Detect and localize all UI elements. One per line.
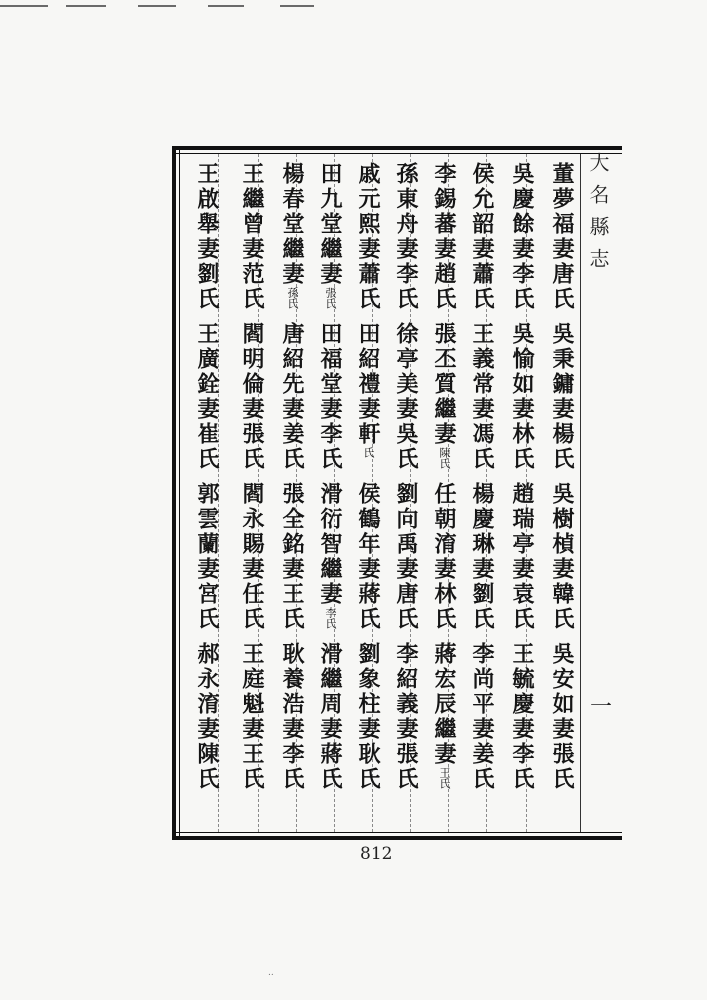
entry: 閻永賜妻任氏	[239, 482, 265, 632]
entry: 郭雲蘭妻宮氏	[194, 482, 220, 632]
entry: 王庭魁妻王氏	[239, 642, 265, 792]
frame-border-top	[172, 146, 622, 150]
header-rule	[208, 5, 244, 7]
entry: 唐紹先妻姜氏	[279, 322, 305, 472]
entry-note: 李氏	[324, 607, 337, 629]
entry: 吳安如妻張氏	[549, 642, 575, 792]
entry: 李尚平妻姜氏	[469, 642, 495, 792]
entry: 張全銘妻王氏	[279, 482, 305, 632]
entry: 閻明倫妻張氏	[239, 322, 265, 472]
entry-note: 張氏	[324, 287, 337, 309]
entry: 王毓慶妻李氏	[509, 642, 535, 792]
entry	[313, 482, 347, 629]
entry: 戚元熙妻蕭氏	[355, 162, 381, 312]
entry: 吳樹楨妻韓氏	[549, 482, 575, 632]
entry	[351, 322, 385, 458]
entry	[427, 322, 461, 469]
entry-name: 田九堂繼妻	[317, 162, 343, 287]
entry: 王繼曾妻范氏	[239, 162, 265, 312]
running-head-title: 大名縣志	[586, 152, 610, 280]
entry: 孫東舟妻李氏	[393, 162, 419, 312]
entry	[313, 162, 347, 309]
running-head-chapter-number: 一	[590, 695, 613, 720]
page-number: 812	[360, 844, 393, 864]
frame-border-left	[172, 146, 176, 840]
entry: 吳愉如妻林氏	[509, 322, 535, 472]
entry: 楊慶琳妻劉氏	[469, 482, 495, 632]
entry: 徐亭美妻吳氏	[393, 322, 419, 472]
entry: 劉向禹妻唐氏	[393, 482, 419, 632]
entry: 王廣銓妻崔氏	[194, 322, 220, 472]
entry: 侯允韶妻蕭氏	[469, 162, 495, 312]
entry: 王啟舉妻劉氏	[194, 162, 220, 312]
entry: 任朝淯妻林氏	[431, 482, 457, 632]
entry: 董夢福妻唐氏	[549, 162, 575, 312]
entry: 郝永淯妻陳氏	[194, 642, 220, 792]
frame-border-top-inner	[172, 153, 622, 154]
entry-name: 楊春堂繼妻	[279, 162, 305, 287]
entry-name: 蔣宏辰繼妻	[431, 642, 457, 767]
entry: 劉象柱妻耿氏	[355, 642, 381, 792]
entry: 吳秉鏞妻楊氏	[549, 322, 575, 472]
entry: 耿養浩妻李氏	[279, 642, 305, 792]
frame-border-left-inner	[179, 146, 180, 840]
header-rule	[138, 5, 176, 7]
entry: 侯鶴年妻蔣氏	[355, 482, 381, 632]
entry-note: 孫氏	[286, 287, 299, 309]
header-rule	[66, 5, 106, 7]
frame-border-bottom	[172, 836, 622, 840]
entry: 田福堂妻李氏	[317, 322, 343, 472]
page-spine-line	[580, 154, 581, 832]
header-rule	[280, 5, 314, 7]
entry	[275, 162, 309, 309]
entry: 趙瑞亭妻袁氏	[509, 482, 535, 632]
entry: 吳慶餘妻李氏	[509, 162, 535, 312]
frame-border-bottom-inner	[172, 832, 622, 833]
entry: 李紹義妻張氏	[393, 642, 419, 792]
bottom-mark: ..	[268, 968, 274, 978]
entry-note: 氏	[362, 447, 375, 458]
entry-note: 王氏	[438, 767, 451, 789]
header-rule	[0, 5, 48, 7]
entry	[427, 642, 461, 789]
entry-note: 陳氏	[438, 447, 451, 469]
entry: 滑繼周妻蔣氏	[317, 642, 343, 792]
entry: 王義常妻馮氏	[469, 322, 495, 472]
entry-name: 田紹禮妻軒	[355, 322, 381, 447]
entry: 李錫蕃妻趙氏	[431, 162, 457, 312]
entry-name: 滑衍智繼妻	[317, 482, 343, 607]
entry-name: 張丕質繼妻	[431, 322, 457, 447]
